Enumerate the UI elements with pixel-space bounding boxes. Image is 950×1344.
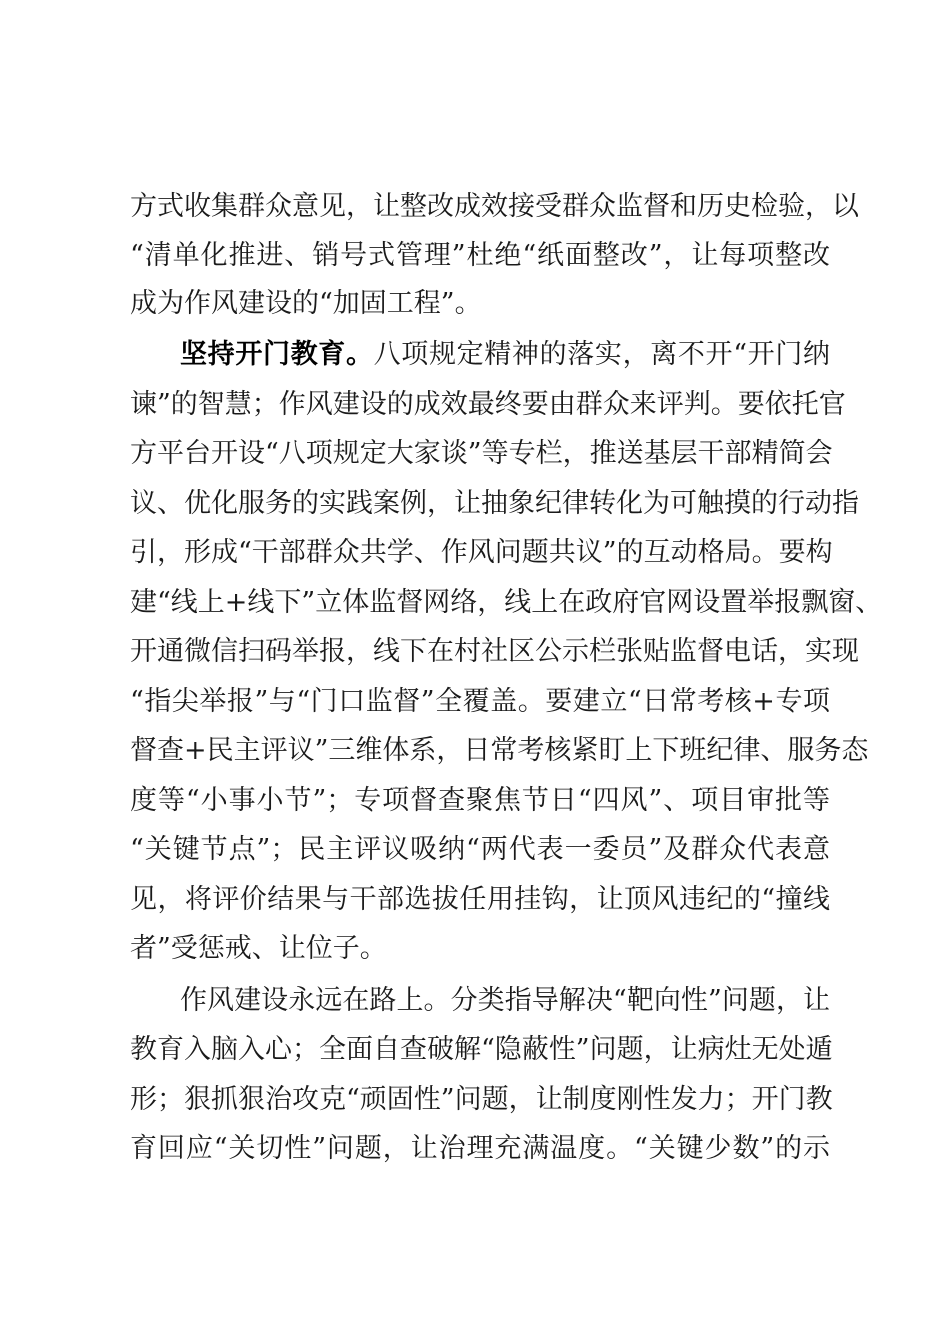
text-line: 见，将评价结果与干部选拔任用挂钩，让顶风违纪的“撞线: [130, 884, 830, 915]
text-line: 教育入脑入心；全面自查破解“隐蔽性”问题，让病灶无处遁: [130, 1034, 833, 1065]
text-line: “指尖举报”与“门口监督”全覆盖。要建立“日常考核+专项: [130, 686, 830, 717]
text-line: 育回应“关切性”问题，让治理充满温度。“关键少数”的示: [130, 1133, 830, 1164]
text-line: 成为作风建设的“加固工程”。: [130, 288, 482, 319]
text-line: [180, 335, 830, 375]
text-line: 督查+民主评议”三维体系，日常考核紧盯上下班纪律、服务态: [130, 735, 869, 766]
text-line: 度等“小事小节”；专项督查聚焦节日“四风”、项目审批等: [130, 785, 830, 816]
text-line: 方式收集群众意见，让整改成效接受群众监督和历史检验，以: [130, 191, 859, 222]
text-line: 开通微信扫码举报，线下在村社区公示栏张贴监督电话，实现: [130, 636, 859, 667]
text-line: 建“线上+线下”立体监督网络，线上在政府官网设置举报飘窗、: [130, 587, 883, 618]
text-line: 方平台开设“八项规定大家谈”等专栏，推送基层干部精简会: [130, 438, 833, 469]
text-line: 谏”的智慧；作风建设的成效最终要由群众来评判。要依托官: [130, 389, 846, 420]
text-span: 八项规定精神的落实，离不开“开门纳: [373, 339, 830, 370]
text-line: 引，形成“干部群众共学、作风问题共议”的互动格局。要构: [130, 537, 833, 568]
text-line: “清单化推进、销号式管理”杜绝“纸面整改”，让每项整改: [130, 240, 830, 271]
text-line: 者”受惩戒、让位子。: [130, 933, 387, 964]
text-line: 作风建设永远在路上。分类指导解决“靶向性”问题，让: [180, 985, 830, 1016]
text-line: “关键节点”；民主评议吸纳“两代表一委员”及群众代表意: [130, 834, 830, 865]
text-line: 议、优化服务的实践案例，让抽象纪律转化为可触摸的行动指: [130, 488, 859, 519]
text-line: 形；狠抓狠治攻克“顽固性”问题，让制度刚性发力；开门教: [130, 1084, 833, 1115]
paragraph-heading: 坚持开门教育。: [180, 339, 374, 370]
